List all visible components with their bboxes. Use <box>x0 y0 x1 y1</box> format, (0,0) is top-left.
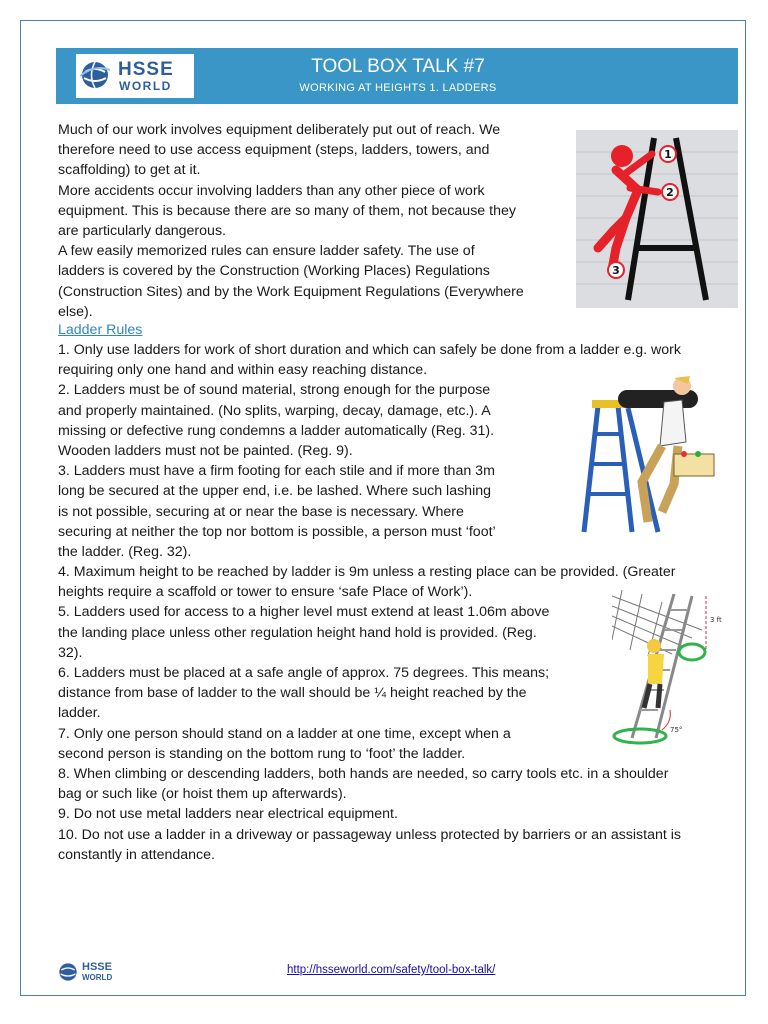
intro-line: scaffolding) to get at it. <box>58 162 201 179</box>
globe-icon <box>80 60 110 90</box>
page-title: TOOL BOX TALK #7 <box>311 56 485 77</box>
rules_block1-line: 1. Only use ladders for work of short duration and which can safely be done from a ladder e.g. work <box>58 342 682 358</box>
rules_block2-line: 7. Only one person should stand on a ladder at one time, except when a <box>58 725 511 742</box>
rules_block1-line: 3. Ladders must have a firm footing for each stile and if more than 3m <box>58 463 495 480</box>
globe-icon <box>58 962 78 982</box>
rules_block2-line: 5. Ladders used for access to a higher level must extend at least 1.06m above <box>58 604 550 621</box>
intro-line: Much of our work involves equipment deliberately put out of reach. We <box>58 122 501 138</box>
intro-line: A few easily memorized rules can ensure ladder safety. The use of <box>58 243 475 260</box>
footer-link[interactable]: http://hsseworld.com/safety/tool-box-talk/ <box>287 964 496 976</box>
hsse-world-logo <box>76 54 194 98</box>
rules_block2-line: the landing place unless other regulation height hand hold is provided. (Reg. <box>58 624 537 641</box>
worker-on-stepladder-illustration <box>578 372 728 542</box>
angle-label: 75° <box>670 726 683 734</box>
rules_block1-line: Wooden ladders must not be painted. (Reg. 9). <box>58 443 353 460</box>
logo-text-world: WORLD <box>119 79 172 93</box>
rules-list-part-2 <box>58 562 681 865</box>
rules_block2-line: ladder. <box>58 705 101 722</box>
footer-logo-text-world: WORLD <box>82 973 113 982</box>
intro-line: ladders is covered by the Construction (Working Places) Regulations <box>58 263 490 280</box>
intro-line: therefore need to use access equipment (steps, ladders, towers, and <box>58 142 490 159</box>
extension-ladder-roof-illustration <box>612 590 740 746</box>
rules_block1-line: missing or defective rung condemns a ladder automatically (Reg. 31). <box>58 422 495 439</box>
rules_block1-line: 2. Ladders must be of sound material, strong enough for the purpose <box>58 382 491 399</box>
logo-text-hsse: HSSE <box>118 59 174 80</box>
intro-line: More accidents occur involving ladders than any other piece of work <box>58 182 485 199</box>
intro-line: (Construction Sites) and by the Work Equipment Regulations (Everywhere <box>58 283 524 300</box>
rules_block2-line: bag or such like (or hoist them up afterwards). <box>58 786 347 803</box>
intro-line: are particularly dangerous. <box>58 223 226 240</box>
intro-line: equipment. This is because there are so many of them, not because they <box>58 202 516 219</box>
step-label-3: 3 <box>612 264 620 277</box>
rules_block1-line: and properly maintained. (No splits, warping, decay, damage, etc.). A <box>58 402 491 419</box>
intro-line: else). <box>58 303 93 320</box>
rules_block1-line: requiring only one hand and within easy reaching distance. <box>58 362 428 379</box>
rules_block2-line: second person is standing on the bottom rung to ‘foot’ the ladder. <box>58 745 466 762</box>
intro-paragraph <box>58 120 524 322</box>
rules_block2-line: distance from base of ladder to the wall should be ¼ height reached by the <box>58 685 527 702</box>
ladder-climber-illustration <box>576 130 738 308</box>
rules_block2-line: 10. Do not use a ladder in a driveway or passageway unless protected by barriers or an assistant is <box>58 826 682 843</box>
rules_block1-line: securing at neither the top nor bottom is possible, a person must ‘foot’ <box>58 523 496 540</box>
rules_block1-line: long be secured at the upper end, i.e. be lashed. Where such lashing <box>58 483 492 500</box>
rules_block1-line: is not possible, securing at or near the base is necessary. Where <box>58 503 464 520</box>
clearance-label: 3 ft <box>710 616 722 624</box>
step-label-1: 1 <box>664 148 672 161</box>
rules_block2-line: 32). <box>58 644 83 661</box>
rules_block2-line: 9. Do not use metal ladders near electrical equipment. <box>58 806 398 823</box>
rules_block2-line: heights require a scaffold or tower to ensure ‘safe Place of Work’). <box>58 584 473 601</box>
rules_block2-line: 4. Maximum height to be reached by ladder is 9m unless a resting place can be provided. (Greater <box>58 564 676 580</box>
rules_block2-line: constantly in attendance. <box>58 846 215 863</box>
rules_block1-line: the ladder. (Reg. 32). <box>58 544 192 561</box>
rules_block2-line: 8. When climbing or descending ladders, both hands are needed, so carry tools etc. in a shoulder <box>58 766 669 783</box>
footer-logo <box>58 960 124 984</box>
rules_block2-line: 6. Ladders must be placed at a safe angle of approx. 75 degrees. This means; <box>58 665 550 682</box>
step-label-2: 2 <box>666 186 674 199</box>
header-banner <box>56 48 738 104</box>
page-subtitle: WORKING AT HEIGHTS 1. LADDERS <box>299 82 497 94</box>
footer-logo-text-hsse: HSSE <box>82 961 112 973</box>
ladder-rules-heading[interactable]: Ladder Rules <box>58 322 143 338</box>
